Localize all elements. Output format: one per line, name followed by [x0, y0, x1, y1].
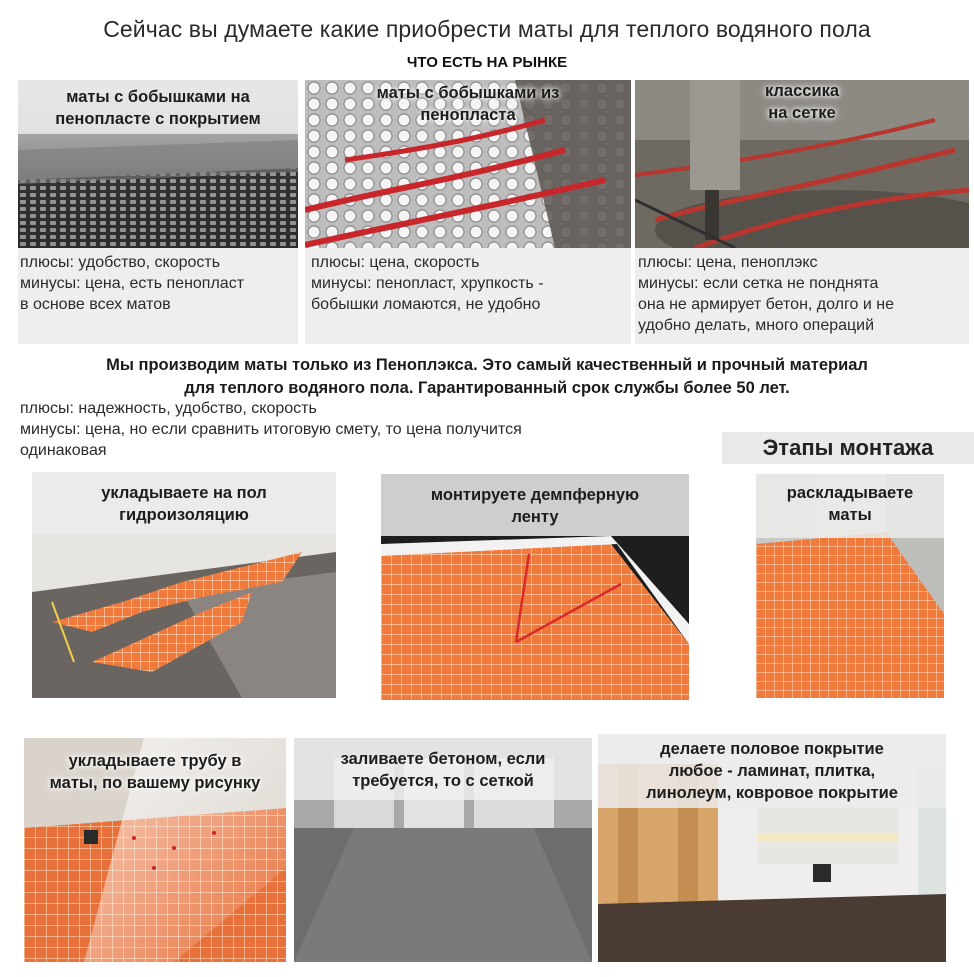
- market-caption-2: маты с бобышками из пенопласта: [376, 84, 560, 124]
- market-desc-2: [305, 248, 631, 344]
- cons-text: минусы: если сетка не понднята: [638, 275, 879, 292]
- stage-caption-3: раскладываете маты: [756, 474, 944, 538]
- stage-photo-5: [294, 738, 592, 962]
- stage-photo-2: [381, 474, 689, 700]
- stage-caption-1: укладываете на пол гидроизоляцию: [32, 472, 336, 534]
- stage-photo-1: [32, 472, 336, 698]
- stage-photo-6: [598, 734, 946, 962]
- pros-text: плюсы: цена, пеноплэкс: [638, 254, 818, 271]
- cons-text-cont: она не армирует бетон, долго и не: [638, 296, 894, 313]
- product-cons-cont: одинаковая: [20, 442, 107, 459]
- product-pros-cons: [20, 398, 522, 461]
- cons-text-cont-2: удобно делать, много операций: [638, 317, 875, 334]
- market-photo-3: [635, 80, 969, 248]
- stage-photo-4: [24, 738, 286, 962]
- pros-text: плюсы: цена, скорость: [311, 254, 480, 271]
- cons-text-cont: бобышки ломаются, не удобно: [311, 296, 541, 313]
- product-cons: минусы: цена, но если сравнить итоговую смету, то цена получится: [20, 421, 522, 438]
- stage-caption-4: укладываете трубу в маты, по вашему рисунку: [49, 752, 261, 792]
- stage-photo-3: [756, 474, 944, 698]
- stage-caption-2: монтируете демпферную ленту: [381, 474, 689, 536]
- market-desc-3: [635, 248, 969, 344]
- market-desc-1: [18, 248, 298, 344]
- cons-text: минусы: цена, есть пенопласт: [20, 275, 245, 292]
- product-pros: плюсы: надежность, удобство, скорость: [20, 400, 317, 417]
- market-photo-2: [305, 80, 631, 248]
- stage-caption-5: заливаете бетоном, если требуется, то с сеткой: [294, 738, 592, 800]
- page-title: Сейчас вы думаете какие приобрести маты для теплого водяного пола: [103, 16, 871, 42]
- stages-heading: Этапы монтажа: [722, 432, 974, 464]
- product-claim: Мы производим маты только из Пеноплэкса. Это самый качественный и прочный материал для теплого водяного пола. Гарантированный срок службы более 50 лет.: [106, 356, 868, 397]
- market-photo-1: [18, 80, 298, 248]
- pros-text: плюсы: удобство, скорость: [20, 254, 221, 271]
- section-subtitle: ЧТО ЕСТЬ НА РЫНКЕ: [406, 54, 568, 71]
- cons-text: минусы: пенопласт, хрупкость -: [311, 275, 544, 292]
- market-caption-1: маты с бобышками на пенопласте с покрытием: [18, 80, 298, 134]
- market-caption-3: классика на сетке: [764, 82, 840, 122]
- stage-caption-6: делаете половое покрытие любое - ламинат, плитка, линолеум, ковровое покрытие: [598, 734, 946, 808]
- cons-text-cont: в основе всех матов: [20, 296, 171, 313]
